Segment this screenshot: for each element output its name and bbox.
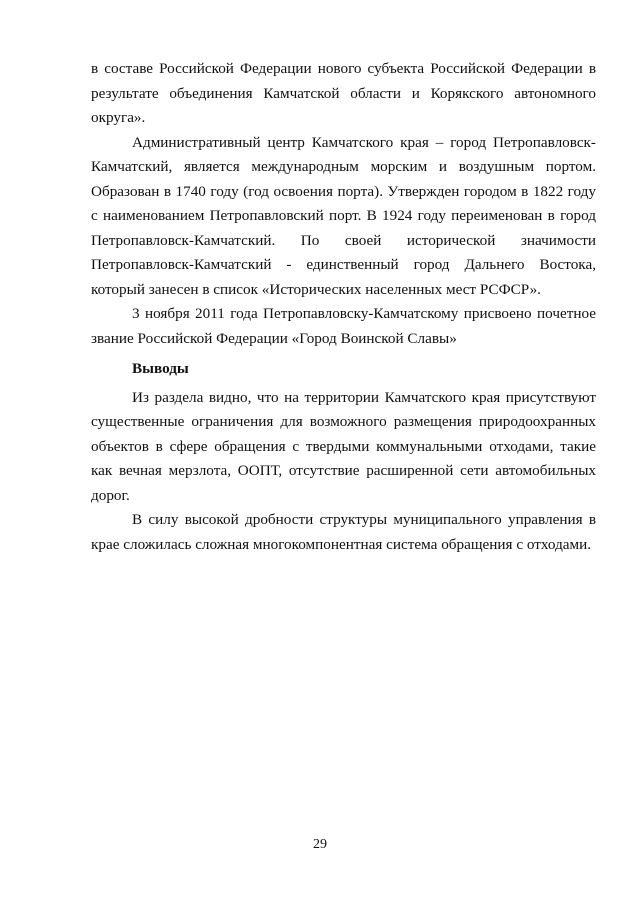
- paragraph-conclusion-waste-system: В силу высокой дробности структуры муниципального управления в крае сложилась сложная многокомпонентная система обращения с отходами.: [91, 511, 596, 553]
- body-text: [91, 57, 596, 557]
- paragraph-conclusion-restrictions: Из раздела видно, что на территории Камчатского края присутствуют существенные ограничения для возможного размещения природоохранных объектов в сфере обращения с твердыми коммунальными отходами, такие как вечная мерзлота, ООПТ, отсутствие расширенной сети автомобильных дорог.: [91, 388, 596, 504]
- paragraph-continuation: в составе Российской Федерации нового субъекта Российской Федерации в результате объединения Камчатской области и Корякского автономного округа».: [91, 60, 596, 126]
- page-number: 29: [313, 837, 327, 852]
- paragraph-administrative-center: Административный центр Камчатского края – город Петропавловск-Камчатский, является международным морским и воздушным портом. Образован в 1740 году (год освоения порта). Утвержден городом в 1822 году с наименованием Петропавловский порт. В 1924 году переименован в город Петропавловск-Камчатский. По своей исторической значимости Петропавловск-Камчатский - единственный город Дальнего Востока, который занесен в список «Исторических населенных мест РСФСР».: [91, 133, 596, 298]
- paragraph-military-glory: 3 ноября 2011 года Петропавловску-Камчатскому присвоено почетное звание Российской Федерации «Город Воинской Славы»: [91, 305, 596, 347]
- section-heading: Выводы: [132, 360, 189, 377]
